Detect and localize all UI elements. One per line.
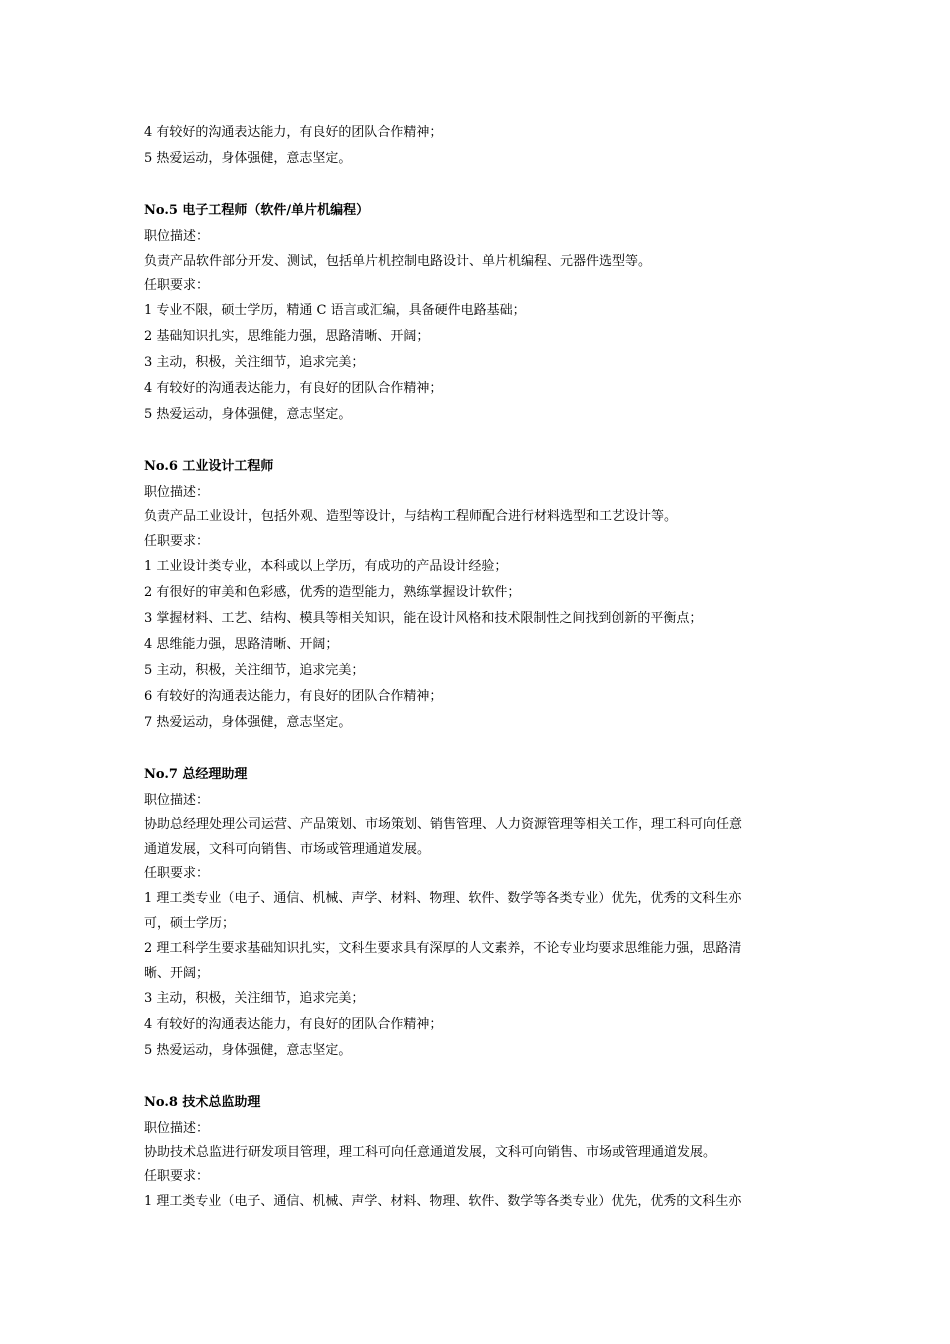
section-heading: No.8 技术总监助理 — [144, 1095, 261, 1110]
text-line: 3 掌握材料、工艺、结构、模具等相关知识，能在设计风格和技术限制性之间找到创新的平衡点； — [144, 611, 703, 626]
section-heading: No.7 总经理助理 — [144, 767, 248, 782]
text-line: 任职要求： — [144, 866, 210, 881]
text-line: 5 热爱运动，身体强健，意志坚定。 — [144, 407, 352, 422]
text-line: 可，硕士学历； — [144, 916, 236, 931]
text-line: 职位描述： — [144, 485, 210, 500]
text-line: 职位描述： — [144, 229, 210, 244]
text-line: 1 理工类专业（电子、通信、机械、声学、材料、物理、软件、数学等各类专业）优先，优秀的文科生亦 — [144, 1194, 742, 1209]
text-line: 2 有很好的审美和色彩感，优秀的造型能力，熟练掌握设计软件； — [144, 585, 521, 600]
section-heading: No.5 电子工程师（软件/单片机编程） — [144, 203, 370, 218]
section-heading: No.6 工业设计工程师 — [144, 459, 274, 474]
text-line: 1 专业不限，硕士学历，精通 C 语言或汇编，具备硬件电路基础； — [144, 303, 526, 318]
text-line: 4 有较好的沟通表达能力，有良好的团队合作精神； — [144, 1017, 443, 1032]
text-line: 7 热爱运动，身体强健，意志坚定。 — [144, 715, 352, 730]
text-line: 5 热爱运动，身体强健，意志坚定。 — [144, 1043, 352, 1058]
text-line: 任职要求： — [144, 1169, 210, 1184]
text-line: 任职要求： — [144, 534, 210, 549]
text-line: 4 有较好的沟通表达能力，有良好的团队合作精神； — [144, 125, 443, 140]
text-line: 协助总经理处理公司运营、产品策划、市场策划、销售管理、人力资源管理等相关工作，理工科可向任意 — [144, 817, 743, 832]
text-line: 6 有较好的沟通表达能力，有良好的团队合作精神； — [144, 689, 443, 704]
text-line: 3 主动，积极，关注细节，追求完美； — [144, 355, 365, 370]
text-line: 1 工业设计类专业，本科或以上学历，有成功的产品设计经验； — [144, 559, 508, 574]
text-line: 5 热爱运动，身体强健，意志坚定。 — [144, 151, 352, 166]
text-line: 负责产品软件部分开发、测试，包括单片机控制电路设计、单片机编程、元器件选型等。 — [144, 254, 652, 269]
text-line: 职位描述： — [144, 1121, 210, 1136]
text-line: 任职要求： — [144, 278, 210, 293]
text-line: 通道发展，文科可向销售、市场或管理通道发展。 — [144, 842, 431, 857]
text-line: 3 主动，积极，关注细节，追求完美； — [144, 991, 365, 1006]
text-line: 晰、开阔； — [144, 966, 210, 981]
text-line: 2 理工科学生要求基础知识扎实，文科生要求具有深厚的人文素养，不论专业均要求思维能力强，思路清 — [144, 941, 742, 956]
text-line: 4 有较好的沟通表达能力，有良好的团队合作精神； — [144, 381, 443, 396]
text-line: 负责产品工业设计，包括外观、造型等设计，与结构工程师配合进行材料选型和工艺设计等。 — [144, 509, 678, 524]
text-line: 2 基础知识扎实，思维能力强，思路清晰、开阔； — [144, 329, 430, 344]
text-line: 协助技术总监进行研发项目管理，理工科可向任意通道发展，文科可向销售、市场或管理通道发展。 — [144, 1145, 717, 1160]
text-line: 5 主动，积极，关注细节，追求完美； — [144, 663, 365, 678]
text-line: 1 理工类专业（电子、通信、机械、声学、材料、物理、软件、数学等各类专业）优先，优秀的文科生亦 — [144, 891, 742, 906]
text-line: 职位描述： — [144, 793, 210, 808]
text-line: 4 思维能力强，思路清晰、开阔； — [144, 637, 339, 652]
